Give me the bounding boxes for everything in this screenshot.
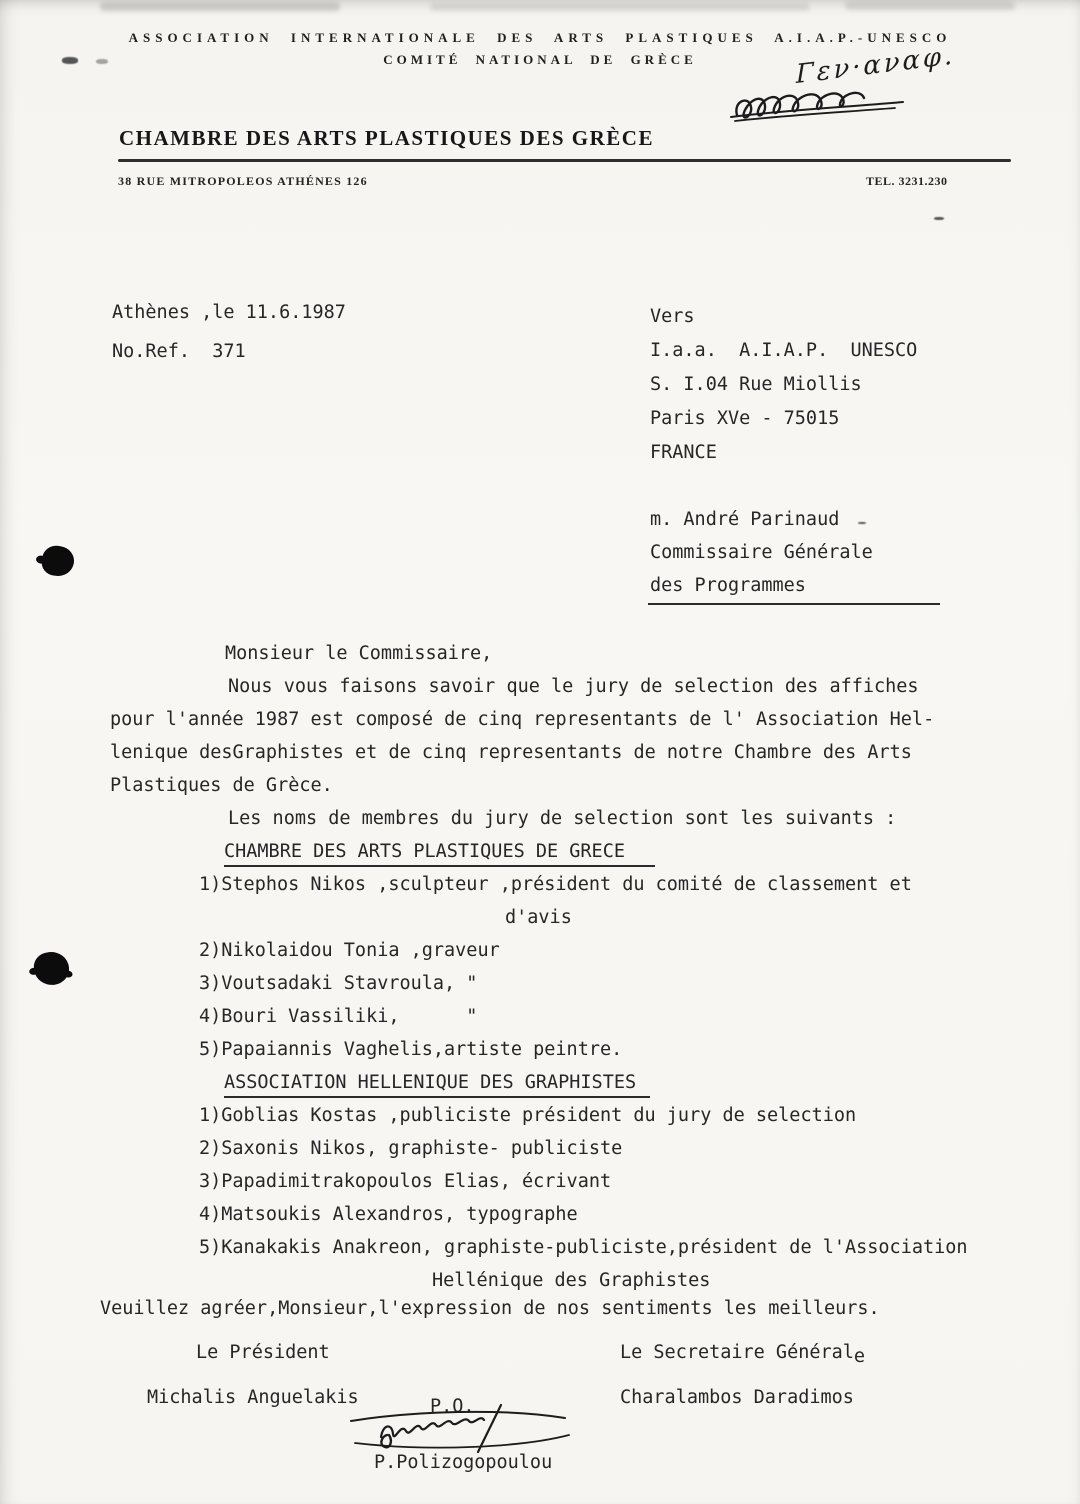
secretary-title-sub: e — [853, 1346, 866, 1367]
scan-smudge — [430, 3, 810, 11]
president-name: Michalis Anguelakis — [147, 1387, 359, 1408]
salutation-line: Monsieur le Commissaire, — [225, 643, 493, 664]
letterhead-address: 38 RUE MITROPOLEOS ATHÉNES 126 — [118, 174, 368, 188]
president-title: Le Président — [196, 1342, 330, 1363]
crossed-out-scribble-icon — [727, 83, 907, 131]
body-line: lenique desGraphistes et de cinq representants de notre Chambre des Arts — [110, 742, 912, 763]
list-item-continuation: Hellénique des Graphistes — [432, 1270, 711, 1291]
section-heading — [224, 835, 655, 868]
list-item-continuation: d'avis — [505, 907, 572, 928]
person-line: m. André Parinaud — [650, 509, 840, 530]
section-heading — [224, 1066, 650, 1099]
body-line: pour l'année 1987 est composé de cinq representants de l' Association Hel- — [110, 709, 935, 730]
recipient-underline — [648, 603, 940, 605]
org-line: FRANCE — [650, 442, 717, 463]
po-label: P.O. — [430, 1396, 475, 1417]
org-line: I.a.a. A.I.A.P. UNESCO — [650, 340, 918, 361]
header-committee-line: COMITÉ NATIONAL DE GRÈCE — [383, 52, 697, 67]
list-item: 5)Kanakakis Anakreon, graphiste-publiciste,président de l'Association — [199, 1237, 968, 1258]
ink-blot — [32, 950, 70, 986]
list-item: 3)Papadimitrakopoulos Elias, écrivant — [199, 1171, 612, 1192]
scan-smudge — [845, 1, 1015, 10]
org-line: Vers — [650, 306, 695, 327]
org-line: S. I.04 Rue Miollis — [650, 374, 862, 395]
ref-line: No.Ref. 371 — [112, 341, 246, 362]
list-item: 3)Voutsadaki Stavroula, " — [199, 973, 478, 994]
list-item: 2)Saxonis Nikos, graphiste- publiciste — [199, 1138, 623, 1159]
closing-line: Veuillez agréer,Monsieur,l'expression de nos sentiments les meilleurs. — [100, 1298, 880, 1319]
list-item: 4)Matsoukis Alexandros, typographe — [199, 1204, 578, 1225]
letterhead-phone: TEL. 3231.230 — [866, 174, 948, 188]
body-line: Nous vous faisons savoir que le jury de selection des affiches — [228, 676, 919, 697]
person-line: des Programmes — [650, 575, 806, 596]
date-line: Athènes ,le 11.6.1987 — [112, 302, 346, 323]
secretary-title-main: Le Secretaire Général — [620, 1342, 854, 1363]
letterhead-rule — [118, 159, 1011, 162]
body-line: Les noms de membres du jury de selection sont les suivants : — [228, 808, 897, 829]
secretary-name: Charalambos Daradimos — [620, 1387, 854, 1408]
list-item: 4)Bouri Vassiliki, " — [199, 1006, 478, 1027]
list-item: 2)Nikolaidou Tonia ,graveur — [199, 940, 500, 961]
list-item: 1)Goblias Kostas ,publiciste président du jury de selection — [199, 1105, 857, 1126]
letterhead-title: CHAMBRE DES ARTS PLASTIQUES DES GRÈCE — [119, 126, 654, 150]
section-heading-text: CHAMBRE DES ARTS PLASTIQUES DE GRECE — [224, 841, 655, 867]
org-line: Paris XVe - 75015 — [650, 408, 840, 429]
list-item: 5)Papaiannis Vaghelis,artiste peintre. — [199, 1039, 623, 1060]
ink-blot — [40, 544, 76, 578]
person-line: Commissaire Générale — [650, 542, 873, 563]
scan-speck — [934, 217, 944, 220]
secretary-title — [620, 1336, 865, 1369]
body-line: Plastiques de Grèce. — [110, 775, 333, 796]
po-name: P.Polizogopoulou — [374, 1452, 553, 1473]
scan-speck — [858, 522, 866, 524]
handwritten-note: Γεν·αναφ. — [795, 40, 956, 91]
section-heading-text: ASSOCIATION HELLENIQUE DES GRAPHISTES — [224, 1072, 650, 1098]
list-item: 1)Stephos Nikos ,sculpteur ,président du comité de classement et — [199, 874, 912, 895]
scan-smudge — [100, 2, 340, 11]
header-association-line: ASSOCIATION INTERNATIONALE DES ARTS PLASTIQUES A.I.A.P.-UNESCO — [128, 30, 952, 45]
